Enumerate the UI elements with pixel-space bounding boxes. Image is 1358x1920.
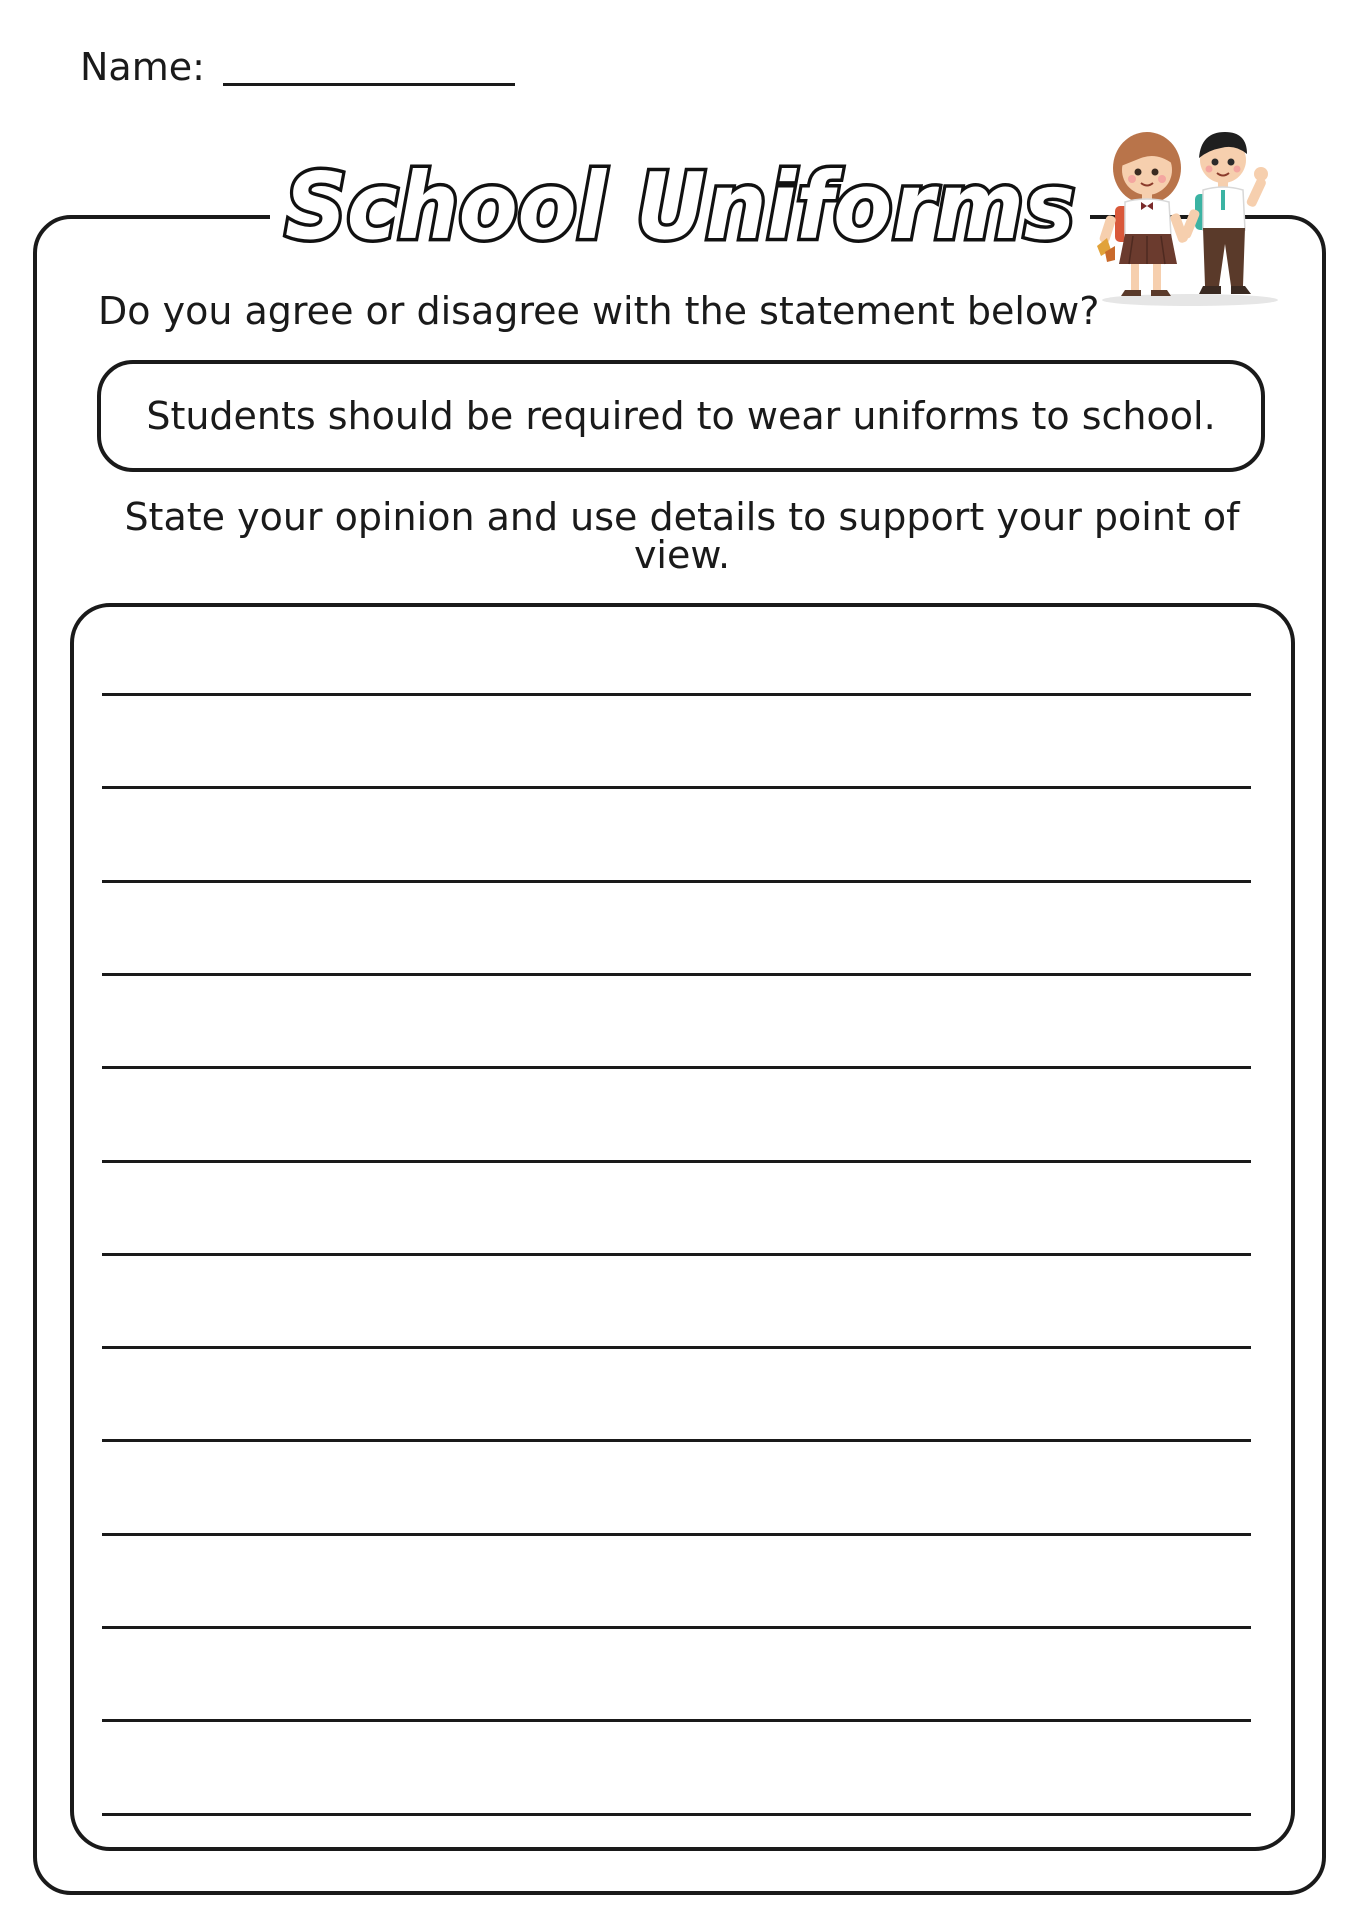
- writing-line[interactable]: [102, 786, 1251, 789]
- name-blank-line[interactable]: [223, 83, 515, 86]
- writing-line[interactable]: [102, 1346, 1251, 1349]
- boy-figure: [1180, 132, 1268, 294]
- writing-line[interactable]: [102, 1626, 1251, 1629]
- children-walking-illustration: [1085, 118, 1285, 318]
- writing-line[interactable]: [102, 1813, 1251, 1816]
- statement-text: Students should be required to wear uniforms to school.: [146, 394, 1216, 438]
- writing-line[interactable]: [102, 1253, 1251, 1256]
- writing-line[interactable]: [102, 693, 1251, 696]
- writing-line[interactable]: [102, 1160, 1251, 1163]
- writing-line[interactable]: [102, 1533, 1251, 1536]
- writing-area[interactable]: [70, 603, 1295, 1851]
- name-row: [80, 45, 515, 89]
- worksheet-title: School Uniforms: [285, 153, 1075, 260]
- writing-line[interactable]: [102, 1066, 1251, 1069]
- name-label: Name:: [80, 45, 205, 89]
- writing-line[interactable]: [102, 880, 1251, 883]
- title-banner: [270, 150, 1090, 270]
- title-graphic: [270, 150, 1090, 270]
- writing-line[interactable]: [102, 1439, 1251, 1442]
- statement-box: [97, 360, 1265, 472]
- writing-line[interactable]: [102, 973, 1251, 976]
- girl-figure: [1097, 132, 1189, 296]
- question-text: Do you agree or disagree with the statement below?: [98, 289, 1100, 333]
- instruction-text: State your opinion and use details to support your point of view.: [124, 495, 1240, 577]
- writing-line[interactable]: [102, 1719, 1251, 1722]
